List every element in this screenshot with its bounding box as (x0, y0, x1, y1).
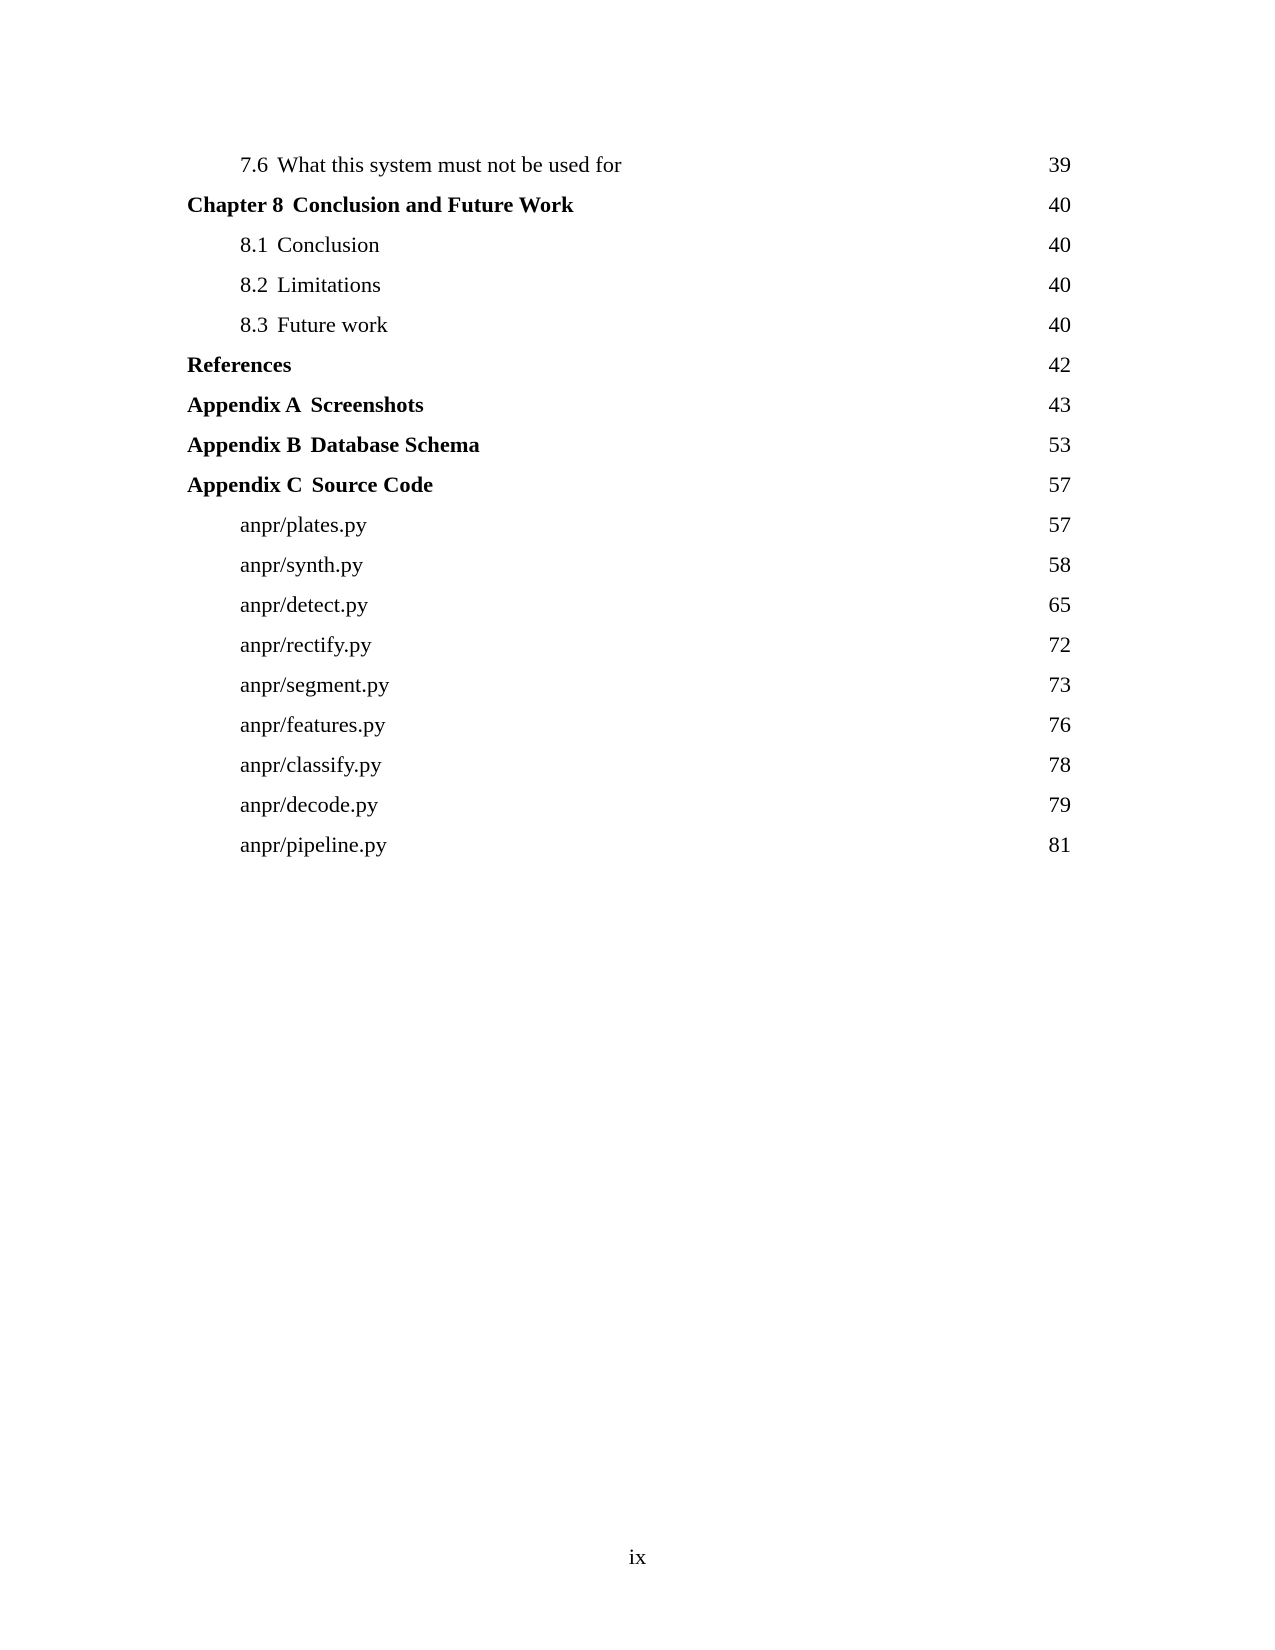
entry-title: Conclusion and Future Work (292, 192, 574, 217)
entry-title: What this system must not be used for (277, 152, 622, 177)
entry-number: Appendix B (187, 432, 302, 457)
toc-entry[interactable] (187, 145, 1071, 185)
table-of-contents (187, 145, 1071, 865)
toc-entry[interactable] (187, 625, 1071, 665)
entry-page-number: 42 (1048, 352, 1071, 377)
toc-entry[interactable] (187, 665, 1071, 705)
entry-page-number: 78 (1048, 752, 1071, 777)
entry-title: References (187, 352, 292, 377)
toc-entry[interactable] (187, 785, 1071, 825)
entry-number: 8.3 (240, 312, 269, 337)
entry-title: anpr/segment.py (240, 672, 390, 697)
toc-entry[interactable] (187, 825, 1071, 865)
page-number: ix (628, 1544, 647, 1569)
entry-title: anpr/decode.py (240, 792, 379, 817)
entry-title: Source Code (311, 472, 434, 497)
entry-title: Screenshots (310, 392, 424, 417)
entry-page-number: 40 (1048, 272, 1071, 297)
toc-entry[interactable] (187, 185, 1071, 225)
toc-entry[interactable] (187, 705, 1071, 745)
entry-title: Database Schema (310, 432, 480, 457)
entry-page-number: 73 (1048, 672, 1071, 697)
entry-page-number: 43 (1048, 392, 1071, 417)
entry-title: anpr/synth.py (240, 552, 364, 577)
entry-title: Limitations (277, 272, 381, 297)
entry-page-number: 40 (1048, 312, 1071, 337)
entry-number: 8.1 (240, 232, 269, 257)
toc-entry[interactable] (187, 465, 1071, 505)
toc-entry[interactable] (187, 425, 1071, 465)
entry-title: anpr/classify.py (240, 752, 382, 777)
entry-page-number: 53 (1048, 432, 1071, 457)
entry-number: Appendix C (187, 472, 303, 497)
entry-page-number: 40 (1048, 192, 1071, 217)
entry-title: anpr/pipeline.py (240, 832, 387, 857)
entry-number: Appendix A (187, 392, 302, 417)
toc-entry[interactable] (187, 505, 1071, 545)
entry-title: Conclusion (277, 232, 380, 257)
entry-page-number: 57 (1048, 512, 1071, 537)
entry-page-number: 79 (1048, 792, 1071, 817)
entry-title: anpr/rectify.py (240, 632, 372, 657)
toc-entry[interactable] (187, 745, 1071, 785)
entry-page-number: 65 (1048, 592, 1071, 617)
entry-number: 8.2 (240, 272, 269, 297)
toc-entry[interactable] (187, 305, 1071, 345)
entry-number: Chapter 8 (187, 192, 284, 217)
toc-entry[interactable] (187, 585, 1071, 625)
entry-page-number: 81 (1048, 832, 1071, 857)
entry-page-number: 40 (1048, 232, 1071, 257)
toc-entry[interactable] (187, 345, 1071, 385)
entry-title: Future work (277, 312, 388, 337)
toc-entry[interactable] (187, 265, 1071, 305)
entry-page-number: 39 (1048, 152, 1071, 177)
entry-page-number: 58 (1048, 552, 1071, 577)
toc-entry[interactable] (187, 545, 1071, 585)
entry-page-number: 57 (1048, 472, 1071, 497)
toc-entry[interactable] (187, 225, 1071, 265)
entry-page-number: 76 (1048, 712, 1071, 737)
entry-page-number: 72 (1048, 632, 1071, 657)
entry-title: anpr/detect.py (240, 592, 369, 617)
entry-number: 7.6 (240, 152, 269, 177)
toc-entry[interactable] (187, 385, 1071, 425)
entry-title: anpr/features.py (240, 712, 386, 737)
entry-title: anpr/plates.py (240, 512, 367, 537)
